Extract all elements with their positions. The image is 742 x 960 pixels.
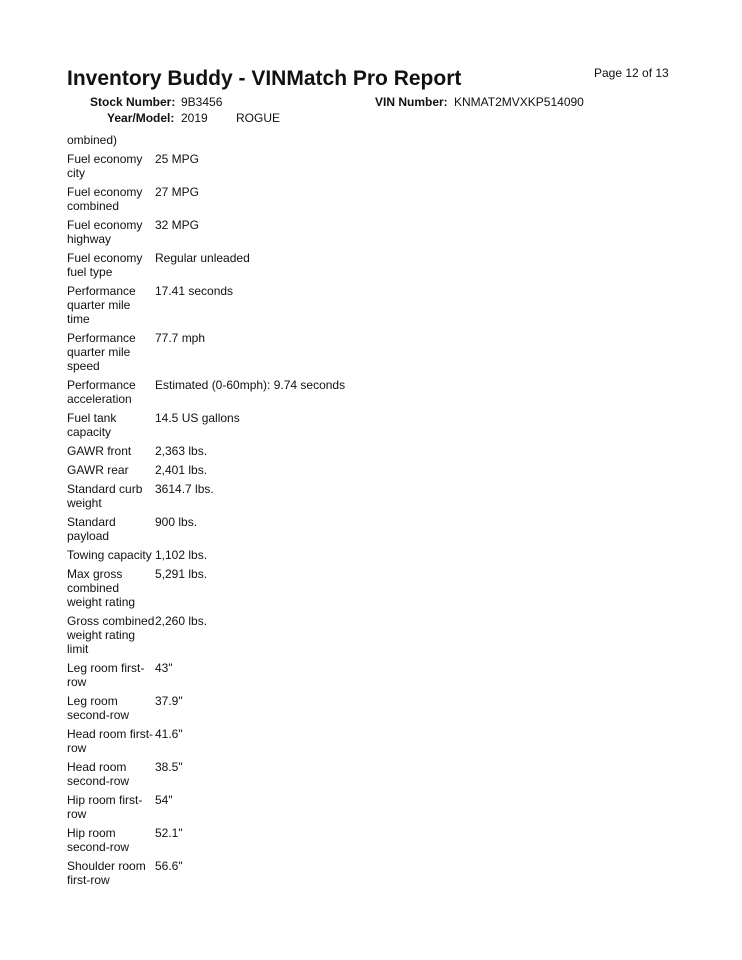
report-title: Inventory Buddy - VINMatch Pro Report [67, 67, 462, 90]
spec-label: Standard curb weight [67, 482, 143, 510]
spec-label: Hip room second-row [67, 826, 130, 854]
spec-value: 32 MPG [155, 218, 200, 232]
spec-label: Fuel economy fuel type [67, 251, 143, 279]
spec-row [67, 726, 487, 759]
spec-label: Head room second-row [67, 760, 130, 788]
spec-list [67, 132, 487, 891]
spec-row [67, 792, 487, 825]
spec-label: GAWR front [67, 444, 132, 458]
spec-row [67, 613, 487, 660]
spec-label: Towing capacity [67, 548, 152, 562]
spec-row [67, 151, 487, 184]
spec-value: 3614.7 lbs. [155, 482, 214, 496]
spec-value: 27 MPG [155, 185, 200, 199]
spec-value: 41.6" [155, 727, 183, 741]
spec-value: Regular unleaded [155, 251, 250, 265]
spec-value: 2,363 lbs. [155, 444, 208, 458]
spec-row [67, 514, 487, 547]
spec-label: Fuel economy highway [67, 218, 143, 246]
spec-value: 56.6" [155, 859, 183, 873]
spec-value: 5,291 lbs. [155, 567, 208, 581]
vin-number-label: VIN Number: [375, 95, 448, 109]
spec-row [67, 693, 487, 726]
spec-label: Hip room first-row [67, 793, 143, 821]
spec-label: Performance quarter mile time [67, 284, 136, 326]
spec-label: Leg room second-row [67, 694, 130, 722]
spec-row [67, 547, 487, 566]
spec-value: 25 MPG [155, 152, 200, 166]
spec-row [67, 759, 487, 792]
spec-label: Performance acceleration [67, 378, 136, 406]
spec-label: Max gross combined weight rating [67, 567, 136, 609]
spec-label: Shoulder room first-row [67, 859, 146, 887]
spec-label: Gross combined weight rating limit [67, 614, 155, 656]
spec-row [67, 481, 487, 514]
spec-value: 43" [155, 661, 173, 675]
spec-value: 900 lbs. [155, 515, 198, 529]
spec-label: Fuel economy combined [67, 185, 143, 213]
spec-value: 77.7 mph [155, 331, 206, 345]
page-number: Page 12 of 13 [594, 66, 669, 80]
spec-label: Leg room first-row [67, 661, 145, 689]
spec-value: 54" [155, 793, 173, 807]
model-value: ROGUE [236, 111, 281, 125]
spec-row [67, 283, 487, 330]
spec-value: 1,102 lbs. [155, 548, 208, 562]
spec-label: Standard payload [67, 515, 116, 543]
stock-number-value: 9B3456 [181, 95, 223, 109]
year-value: 2019 [181, 111, 208, 125]
spec-value: 14.5 US gallons [155, 411, 240, 425]
spec-row [67, 217, 487, 250]
spec-label: Fuel tank capacity [67, 411, 117, 439]
spec-value: 52.1" [155, 826, 183, 840]
spec-label: GAWR rear [67, 463, 129, 477]
year-model-label: Year/Model: [107, 111, 175, 125]
spec-label: Head room first-row [67, 727, 154, 755]
spec-value: 37.9" [155, 694, 183, 708]
spec-label: Performance quarter mile speed [67, 331, 136, 373]
spec-value: 17.41 seconds [155, 284, 234, 298]
spec-row [67, 443, 487, 462]
stock-number-label: Stock Number: [90, 95, 176, 109]
spec-row [67, 858, 487, 891]
spec-row [67, 825, 487, 858]
continued-text: ombined) [67, 133, 118, 147]
spec-value: 2,260 lbs. [155, 614, 208, 628]
spec-row [67, 410, 487, 443]
spec-row [67, 462, 487, 481]
spec-row [67, 250, 487, 283]
spec-row [67, 377, 487, 410]
spec-row [67, 184, 487, 217]
spec-row [67, 660, 487, 693]
spec-label: Fuel economy city [67, 152, 143, 180]
spec-value: 2,401 lbs. [155, 463, 208, 477]
vin-number-value: KNMAT2MVXKP514090 [454, 95, 584, 109]
spec-row [67, 330, 487, 377]
spec-value: 38.5" [155, 760, 183, 774]
spec-value: Estimated (0-60mph): 9.74 seconds [155, 378, 346, 392]
spec-row [67, 566, 487, 613]
